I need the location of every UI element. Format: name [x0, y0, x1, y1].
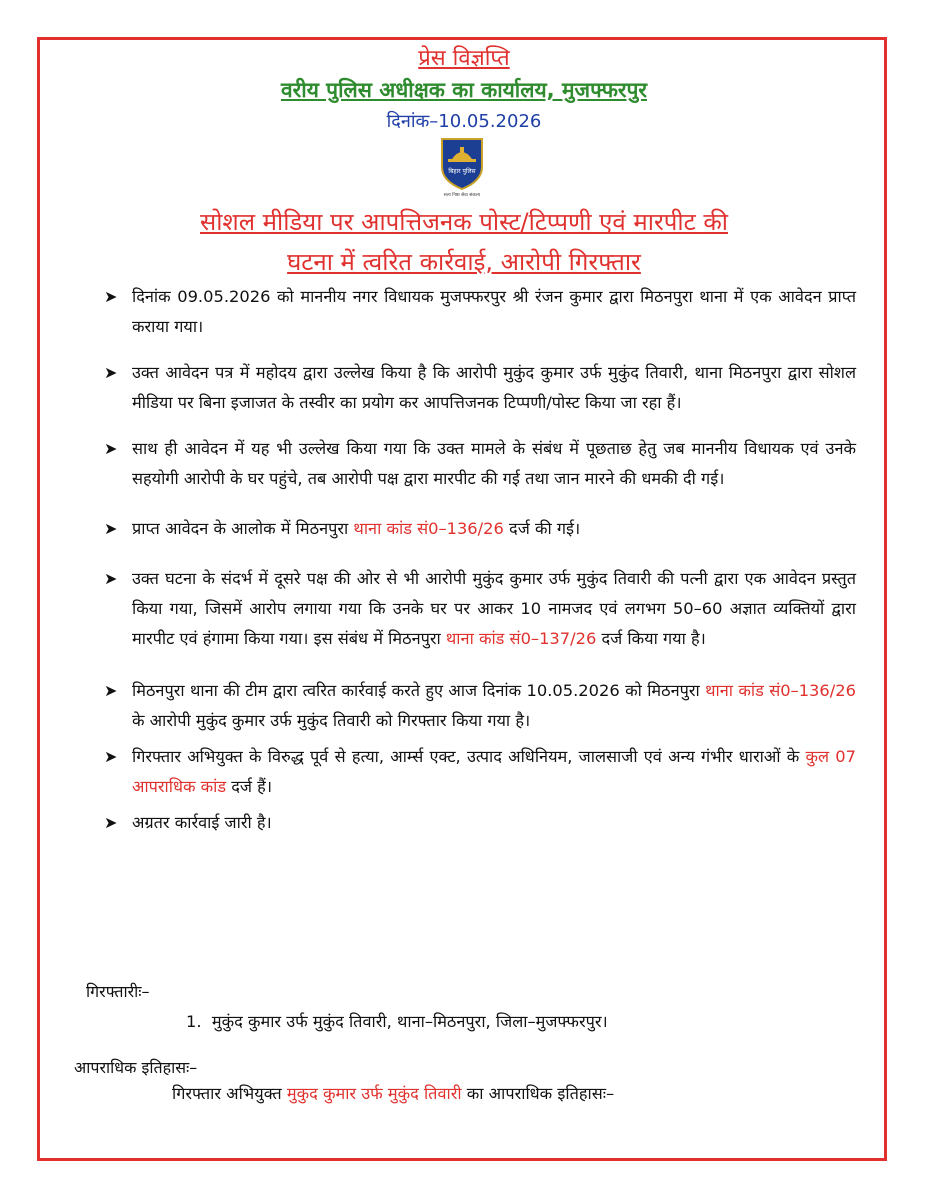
- point-text: अग्रतर कार्रवाई जारी है।: [132, 813, 272, 832]
- arrest-item-number: 1.: [186, 1012, 202, 1031]
- case-number: थाना कांड सं0–136/26: [705, 681, 856, 700]
- point-1: [104, 282, 856, 342]
- point-text-pre: मिठनपुरा थाना की टीम द्वारा त्वरित कार्रवाई करते हुए आज दिनांक 10.05.2026 को मिठनपुरा: [132, 681, 706, 700]
- headline-line-2: घटना में त्वरित कार्रवाई, आरोपी गिरफ्तार: [287, 248, 641, 276]
- headline-line-1: सोशल मीडिया पर आपत्तिजनक पोस्ट/टिप्पणी एवं मारपीट की: [199, 208, 729, 236]
- history-label: आपराधिक इतिहासः–: [74, 1058, 198, 1077]
- arrow-bullet-icon: ➤: [104, 569, 118, 588]
- release-date: दिनांक–10.05.2026: [386, 111, 542, 132]
- point-text-post: दर्ज की गई।: [503, 519, 581, 538]
- point-text-post: दर्ज किया गया है।: [596, 629, 706, 648]
- point-8: [104, 808, 856, 838]
- point-text: दिनांक 09.05.2026 को माननीय नगर विधायक मुजफ्फरपुर श्री रंजन कुमार द्वारा मिठनपुरा थाना में एक आवेदन प्राप्त कराया गया।: [132, 287, 856, 336]
- point-3: [104, 434, 856, 494]
- arrow-bullet-icon: ➤: [104, 747, 118, 766]
- history-pre: गिरफ्तार अभियुक्त: [172, 1084, 287, 1103]
- point-5: [104, 564, 856, 654]
- arrow-bullet-icon: ➤: [104, 519, 118, 538]
- point-text-pre: उक्त घटना के संदर्भ में दूसरे पक्ष की ओर से भी आरोपी मुकुंद कुमार उर्फ मुकुंद तिवारी की पत्नी द्वारा एक आवेदन प्रस्तुत किया गया, जिसमें आरोप लगाया गया कि उनके घर पर आकर 10 नामजद एवं लगभग 50–60 अज्ञात व्यक्तियों द्वारा मारपीट एवं हंगामा किया गया। इस संबंध में मिठनपुरा: [132, 569, 856, 648]
- case-count: कुल 07 आपराधिक कांड: [132, 747, 857, 796]
- logo-motto: सत्य निष्ठा सेवा संकल्प: [443, 193, 481, 197]
- history-line: [172, 1082, 614, 1104]
- office-title: वरीय पुलिस अधीक्षक का कार्यालय, मुजफ्फरपुर: [280, 78, 648, 102]
- point-text-post: के आरोपी मुकुंद कुमार उर्फ मुकुंद तिवारी को गिरफ्तार किया गया है।: [132, 711, 531, 730]
- point-6: [104, 676, 856, 736]
- press-release-title: प्रेस विज्ञप्ति: [418, 46, 510, 71]
- bihar-police-emblem-icon: [436, 137, 488, 197]
- arrow-bullet-icon: ➤: [104, 439, 118, 458]
- point-text-pre: प्राप्त आवेदन के आलोक में मिठनपुरा: [132, 519, 354, 538]
- arrest-label: गिरफ्तारीः–: [86, 982, 150, 1001]
- headline: [0, 202, 928, 282]
- point-2: [104, 358, 856, 418]
- arrest-item-1: [186, 1010, 608, 1032]
- accused-name: मुकुद कुमार उर्फ मुकुंद तिवारी: [286, 1084, 462, 1103]
- point-text-post: दर्ज हैं।: [226, 777, 273, 796]
- arrest-item-text: मुकुंद कुमार उर्फ मुकुंद तिवारी, थाना–मिठनपुरा, जिला–मुजफ्फरपुर।: [211, 1012, 608, 1031]
- arrow-bullet-icon: ➤: [104, 287, 118, 306]
- arrow-bullet-icon: ➤: [104, 813, 118, 832]
- arrow-bullet-icon: ➤: [104, 363, 118, 382]
- point-text-pre: गिरफ्तार अभियुक्त के विरुद्ध पूर्व से हत्या, आर्म्स एक्ट, उत्पाद अधिनियम, जालसाजी एवं अन्य गंभीर धाराओं के: [132, 747, 806, 766]
- case-number: थाना कांड सं0–137/26: [445, 629, 597, 648]
- point-text: उक्त आवेदन पत्र में महोदय द्वारा उल्लेख किया है कि आरोपी मुकुंद कुमार उर्फ मुकुंद तिवारी, थाना मिठनपुरा द्वारा सोशल मीडिया पर बिना इजाजत के तस्वीर का प्रयोग कर आपत्तिजनक टिप्पणी/पोस्ट किया जा रहा हैं।: [132, 363, 856, 412]
- points-list: [104, 282, 856, 838]
- arrow-bullet-icon: ➤: [104, 681, 118, 700]
- case-number: थाना कांड सं0–136/26: [353, 519, 504, 538]
- logo-text: बिहार पुलिस: [448, 168, 476, 175]
- point-4: [104, 514, 856, 544]
- point-text: साथ ही आवेदन में यह भी उल्लेख किया गया कि उक्त मामले के संबंध में पूछताछ हेतु जब माननीय विधायक एवं उनके सहयोगी आरोपी के घर पहुंचे, तब आरोपी पक्ष द्वारा मारपीट की गई तथा जान मारने की धमकी दी गई।: [132, 439, 856, 488]
- point-7: [104, 742, 856, 802]
- history-post: का आपराधिक इतिहासः–: [461, 1084, 615, 1103]
